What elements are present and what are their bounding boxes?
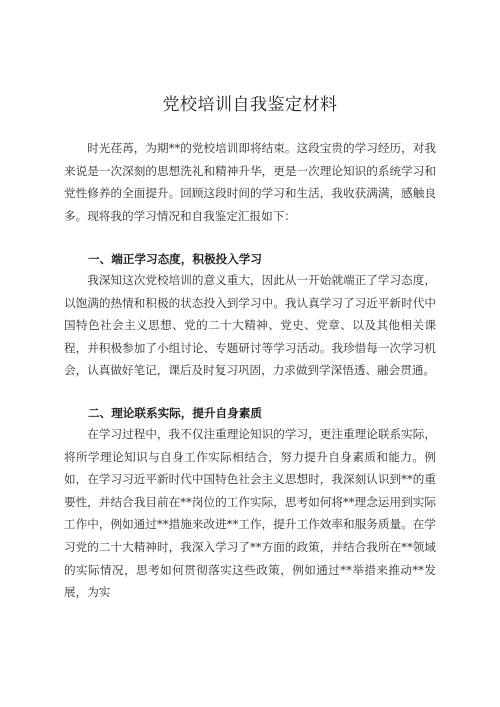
intro-paragraph: 时光荏苒，为期**的党校培训即将结束。这段宝贵的学习经历，对我来说是一次深刻的思想洗礼和精神升华，更是一次理论知识的系统学习和党性修养的全面提升。回顾这段时间的学习和生活，我收获满满，感触良多。现将我的学习情况和自我鉴定汇报如下： <box>64 141 436 223</box>
section-heading-2: 二、理论联系实际，提升自身素质 <box>88 406 262 420</box>
section-paragraph-1: 我深知这次党校培训的意义重大，因此从一开始就端正了学习态度，以饱满的热情和积极的状态投入到学习中。我认真学习了习近平新时代中国特色社会主义思想、党的二十大精神、党史、党章、以及其他相关课程，并积极参加了小组讨论、专题研讨等学习活动。我珍惜每一次学习机会，认真做好笔记，课后及时复习巩固，力求做到学深悟透、融会贯通。 <box>64 273 436 378</box>
document-title: 党校培训自我鉴定材料 <box>162 95 338 115</box>
section-heading-1: 一、端正学习态度，积极投入学习 <box>88 252 262 266</box>
section-paragraph-2: 在学习过程中，我不仅注重理论知识的学习，更注重理论联系实际，将所学理论知识与自身工作实际相结合，努力提升自身素质和能力。例如，在学习习近平新时代中国特色社会主义思想时，我深刻认识到**的重要性，并结合我目前在**岗位的工作实际，思考如何将**理念运用到实际工作中，例如通过**措施来改进**工作，提升工作效率和服务质量。在学习党的二十大精神时，我深入学习了**方面的政策，并结合我所在**领域的实际情况，思考如何贯彻落实这些政策，例如通过**举措来推动**发展，为实 <box>64 427 436 600</box>
